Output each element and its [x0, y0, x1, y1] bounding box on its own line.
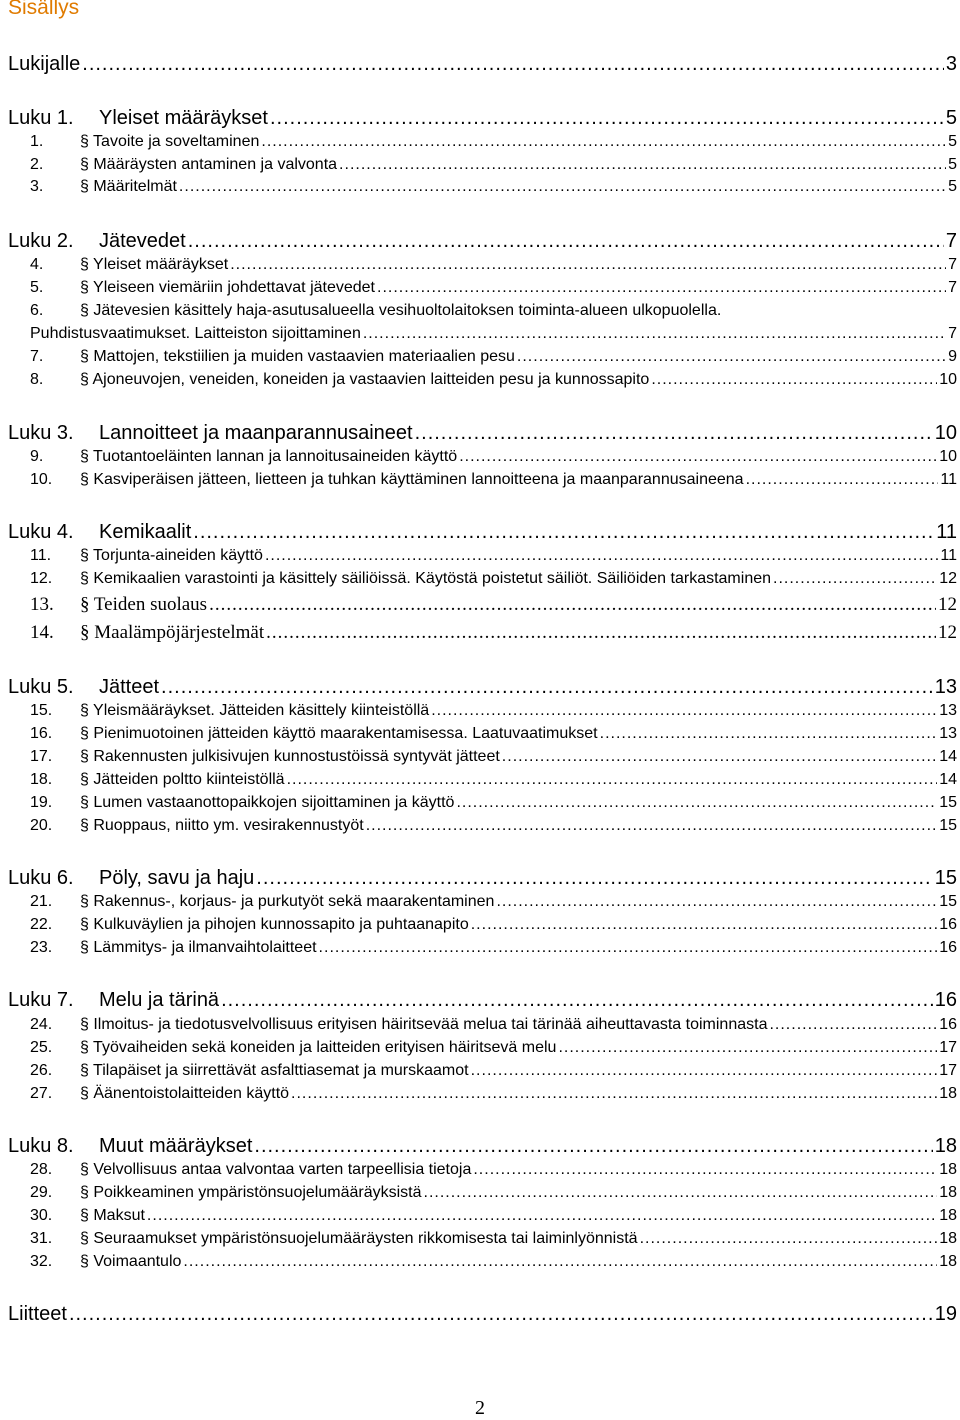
toc-section-28[interactable] — [30, 1161, 957, 1179]
toc-entry-page: 12 — [938, 594, 957, 615]
page-number: 2 — [475, 1397, 485, 1419]
toc-section-25[interactable] — [30, 1039, 957, 1057]
toc-leader-dots — [265, 547, 938, 565]
toc-section-number: 22. — [30, 916, 53, 933]
toc-entry-page: 18 — [939, 1230, 957, 1247]
toc-entry-text: Puhdistusvaatimukset. Laitteiston sijoittaminen — [30, 325, 361, 342]
toc-entry-page: 10 — [939, 448, 957, 465]
toc-section-31[interactable] — [30, 1230, 957, 1248]
toc-entry-text: § Yleiset määräykset — [80, 256, 229, 273]
toc-chapter-7[interactable] — [8, 989, 957, 1012]
toc-entry-page: 5 — [945, 107, 957, 129]
toc-leader-dots — [431, 702, 937, 720]
toc-leader-dots — [459, 448, 937, 466]
toc-entry-page: 15 — [939, 817, 957, 834]
toc-chapter-number: Luku 2. — [8, 230, 74, 252]
toc-entry-text: § Äänentoistolaitteiden käyttö — [80, 1085, 290, 1102]
toc-section-number: 20. — [30, 817, 53, 834]
toc-entry-text: § Määräysten antaminen ja valvonta — [80, 156, 338, 173]
toc-leader-dots — [256, 867, 932, 890]
toc-entry-page: 10 — [934, 422, 957, 444]
toc-chapter-number: Luku 1. — [8, 107, 74, 129]
toc-entry-page: 16 — [939, 1016, 957, 1033]
toc-entry-page: 11 — [940, 547, 957, 564]
toc-entry-page: 7 — [948, 256, 957, 273]
toc-section-number: 3. — [30, 178, 44, 195]
toc-leader-dots — [600, 725, 938, 743]
toc-leader-dots — [193, 521, 934, 544]
toc-entry-text: § Jätteiden poltto kiinteistöllä — [80, 771, 285, 788]
toc-entry-page: 16 — [939, 916, 957, 933]
toc-leader-dots — [517, 348, 946, 366]
toc-entry-text: § Maksut — [80, 1207, 145, 1224]
toc-entry-text: § Teiden suolaus — [80, 594, 208, 615]
toc-entry-page: 17 — [939, 1039, 957, 1056]
toc-entry-page: 18 — [939, 1207, 957, 1224]
toc-entry-text: Lannoitteet ja maanparannusaineet — [99, 422, 413, 444]
toc-leader-dots — [261, 133, 946, 151]
toc-chapter-6[interactable] — [8, 867, 957, 890]
toc-section-6-continuation[interactable] — [30, 325, 957, 343]
toc-leader-dots — [230, 256, 946, 274]
toc-section-19[interactable] — [30, 794, 957, 812]
toc-entry-page: 18 — [939, 1184, 957, 1201]
toc-entry-text: § Pienimuotoinen jätteiden käyttö maarakentamisessa. Laatuvaatimukset — [80, 725, 598, 742]
toc-leader-dots — [147, 1207, 937, 1225]
toc-leader-dots — [82, 53, 944, 76]
toc-section-24[interactable] — [30, 1016, 957, 1034]
toc-entry-text: § Velvollisuus antaa valvontaa varten tarpeellisia tietoja — [80, 1161, 472, 1178]
toc-leader-dots — [69, 1303, 933, 1326]
toc-section-number: 8. — [30, 371, 44, 388]
toc-entry-page: 15 — [939, 893, 957, 910]
toc-chapter-5[interactable] — [8, 676, 957, 699]
page-title: Sisällys — [8, 0, 80, 19]
toc-section-number: 9. — [30, 448, 44, 465]
toc-entry-text: § Kemikaalien varastointi ja käsittely säiliöissä. Käytöstä poistetut säiliöt. Säiliöiden tarkastaminen — [80, 570, 772, 587]
toc-section-1[interactable] — [30, 133, 957, 151]
toc-leader-dots — [266, 622, 936, 644]
toc-entry-text: Kemikaalit — [99, 521, 192, 543]
toc-leader-dots — [746, 471, 939, 489]
toc-section-32[interactable] — [30, 1253, 957, 1271]
toc-leader-dots — [471, 916, 937, 934]
toc-section-number: 5. — [30, 279, 44, 296]
toc-entry-page: 14 — [939, 771, 957, 788]
toc-entry-text: § Jätevesien käsittely haja-asutusalueella vesihuoltolaitoksen toiminta-alueen ulkopuolella. — [80, 302, 722, 319]
toc-entry-page: 11 — [940, 471, 957, 488]
toc-leader-dots — [363, 325, 946, 343]
toc-entry-text: § Lumen vastaanottopaikkojen sijoittaminen ja käyttö — [80, 794, 455, 811]
toc-entry-page: 15 — [934, 867, 957, 889]
toc-entry-page: 17 — [939, 1062, 957, 1079]
toc-leader-dots — [502, 748, 937, 766]
toc-section-number: 15. — [30, 702, 53, 719]
toc-leader-dots — [270, 107, 944, 130]
toc-entry-text: § Torjunta-aineiden käyttö — [80, 547, 263, 564]
toc-section-number: 17. — [30, 748, 53, 765]
toc-entry-text: § Poikkeaminen ympäristönsuojelumääräyksistä — [80, 1184, 422, 1201]
toc-section-number: 27. — [30, 1085, 53, 1102]
toc-leader-dots — [558, 1039, 937, 1057]
toc-leader-dots — [179, 178, 946, 196]
toc-leader-dots — [456, 794, 937, 812]
toc-section-26[interactable] — [30, 1062, 957, 1080]
toc-entry-page: 5 — [948, 156, 957, 173]
toc-entry-text: § Rakennus-, korjaus- ja purkutyöt sekä maarakentaminen — [80, 893, 495, 910]
toc-leader-dots — [161, 676, 933, 699]
toc-entry-page: 12 — [939, 570, 957, 587]
toc-section-23[interactable] — [30, 939, 957, 957]
toc-section-11[interactable] — [30, 547, 957, 565]
toc-leader-dots — [209, 594, 936, 616]
toc-entry-text: Muut määräykset — [99, 1135, 253, 1157]
toc-section-22[interactable] — [30, 916, 957, 934]
toc-entry-page: 13 — [934, 676, 957, 698]
toc-leader-dots — [424, 1184, 938, 1202]
toc-entry-page: 18 — [939, 1161, 957, 1178]
toc-entry-text: § Tilapäiset ja siirrettävät asfalttiasemat ja murskaamot — [80, 1062, 469, 1079]
toc-entry-page: 7 — [948, 325, 957, 342]
toc-chapter-number: Luku 7. — [8, 989, 74, 1011]
toc-entry-page: 10 — [939, 371, 957, 388]
toc-entry-text: § Voimaantulo — [80, 1253, 182, 1270]
toc-entry-liitteet[interactable] — [8, 1303, 957, 1326]
toc-chapter-2[interactable] — [8, 230, 957, 253]
toc-leader-dots — [221, 989, 933, 1012]
toc-section-number: 2. — [30, 156, 44, 173]
toc-entry-text: § Seuraamukset ympäristönsuojelumääräysten rikkomisesta tai laiminlyönnistä — [80, 1230, 638, 1247]
toc-leader-dots — [377, 279, 946, 297]
toc-entry-text: § Mattojen, tekstiilien ja muiden vastaavien materiaalien pesu — [80, 348, 515, 365]
toc-section-27[interactable] — [30, 1085, 957, 1103]
toc-entry-text: Liitteet — [8, 1303, 67, 1325]
toc-entry-page: 18 — [939, 1253, 957, 1270]
toc-section-29[interactable] — [30, 1184, 957, 1202]
toc-chapter-number: Luku 5. — [8, 676, 74, 698]
toc-section-number: 16. — [30, 725, 53, 742]
toc-chapter-8[interactable] — [8, 1135, 957, 1158]
toc-entry-text: § Ruoppaus, niitto ym. vesirakennustyöt — [80, 817, 364, 834]
toc-section-30[interactable] — [30, 1207, 957, 1225]
toc-section-2[interactable] — [30, 156, 957, 174]
toc-section-number: 10. — [30, 471, 53, 488]
toc-entry-page: 19 — [934, 1303, 957, 1325]
toc-entry-text: Jätevedet — [99, 230, 186, 252]
toc-entry-page: 15 — [939, 794, 957, 811]
toc-leader-dots — [319, 939, 938, 957]
toc-section-3[interactable] — [30, 178, 957, 196]
toc-leader-dots — [287, 771, 938, 789]
toc-entry-text: Yleiset määräykset — [99, 107, 268, 129]
toc-entry-page: 14 — [939, 748, 957, 765]
toc-entry-text: § Ilmoitus- ja tiedotusvelvollisuus erityisen häiritsevää melua tai tärinää aiheuttavasta toiminnasta — [80, 1016, 768, 1033]
toc-section-number: 12. — [30, 570, 53, 587]
toc-section-number: 18. — [30, 771, 53, 788]
toc-leader-dots — [254, 1135, 932, 1158]
toc-entry-page: 18 — [934, 1135, 957, 1157]
toc-section-number: 13. — [30, 594, 54, 615]
toc-entry-page: 13 — [939, 725, 957, 742]
toc-entry-text: Melu ja tärinä — [99, 989, 220, 1011]
toc-leader-dots — [339, 156, 946, 174]
toc-section-number: 30. — [30, 1207, 53, 1224]
toc-section-number: 31. — [30, 1230, 53, 1247]
toc-section-16[interactable] — [30, 725, 957, 743]
toc-entry-text: § Kulkuväylien ja pihojen kunnossapito ja puhtaanapito — [80, 916, 469, 933]
toc-section-number: 24. — [30, 1016, 53, 1033]
toc-section-number: 19. — [30, 794, 53, 811]
toc-entry-text: § Maalämpöjärjestelmät — [80, 622, 265, 643]
toc-section-number: 1. — [30, 133, 44, 150]
toc-section-number: 29. — [30, 1184, 53, 1201]
toc-leader-dots — [291, 1085, 937, 1103]
toc-chapter-1[interactable] — [8, 107, 957, 130]
toc-chapter-number: Luku 4. — [8, 521, 74, 543]
toc-section-number: 11. — [30, 547, 52, 564]
toc-entry-text: § Tuotantoeläinten lannan ja lannoitusaineiden käyttö — [80, 448, 458, 465]
toc-section-18[interactable] — [30, 771, 957, 789]
toc-entry-page: 16 — [934, 989, 957, 1011]
toc-section-12[interactable] — [30, 570, 957, 588]
toc-section-13[interactable] — [30, 594, 957, 616]
toc-section-number: 28. — [30, 1161, 53, 1178]
toc-section-5[interactable] — [30, 279, 957, 297]
toc-entry-text: § Rakennusten julkisivujen kunnostustöissä syntyvät jätteet — [80, 748, 500, 765]
toc-section-number: 7. — [30, 348, 44, 365]
toc-entry-page: 7 — [945, 230, 957, 252]
toc-section-20[interactable] — [30, 817, 957, 835]
toc-chapter-3[interactable] — [8, 422, 957, 445]
toc-section-21[interactable] — [30, 893, 957, 911]
toc-section-14[interactable] — [30, 622, 957, 644]
toc-chapter-4[interactable] — [8, 521, 957, 544]
toc-entry-page: 16 — [939, 939, 957, 956]
toc-section-number: 26. — [30, 1062, 53, 1079]
toc-entry-text: § Kasviperäisen jätteen, lietteen ja tuhkan käyttäminen lannoitteena ja maanparannusaineena — [80, 471, 744, 488]
toc-leader-dots — [471, 1062, 938, 1080]
toc-section-number: 14. — [30, 622, 54, 643]
toc-leader-dots — [473, 1161, 937, 1179]
toc-section-number: 23. — [30, 939, 53, 956]
toc-leader-dots — [415, 422, 933, 445]
toc-entry-page: 7 — [948, 279, 957, 296]
toc-entry-text: § Ajoneuvojen, veneiden, koneiden ja vastaavien laitteiden pesu ja kunnossapito — [80, 371, 650, 388]
toc-entry-page: 18 — [939, 1085, 957, 1102]
toc-section-9[interactable] — [30, 448, 957, 466]
toc-entry-text: § Lämmitys- ja ilmanvaihtolaitteet — [80, 939, 317, 956]
toc-leader-dots — [366, 817, 938, 835]
toc-leader-dots — [769, 1016, 937, 1034]
toc-leader-dots — [651, 371, 937, 389]
toc-entry-text: § Määritelmät — [80, 178, 177, 195]
toc-section-number: 32. — [30, 1253, 53, 1270]
toc-entry-page: 5 — [948, 133, 957, 150]
toc-section-15[interactable] — [30, 702, 957, 720]
toc-entry-page: 3 — [945, 53, 957, 75]
toc-section-number: 6. — [30, 302, 44, 319]
toc-leader-dots — [773, 570, 937, 588]
toc-entry-text: Jätteet — [99, 676, 160, 698]
toc-entry-page: 12 — [938, 622, 957, 643]
toc-entry-text: Pöly, savu ja haju — [99, 867, 255, 889]
toc-entry-text: § Yleiseen viemäriin johdettavat jätevedet — [80, 279, 375, 296]
toc-section-7[interactable] — [30, 348, 957, 366]
toc-chapter-number: Luku 8. — [8, 1135, 74, 1157]
toc-entry-text: § Yleismääräykset. Jätteiden käsittely kiinteistöllä — [80, 702, 430, 719]
toc-entry-lukijalle[interactable] — [8, 53, 957, 76]
toc-section-8[interactable] — [30, 371, 957, 389]
toc-chapter-number: Luku 3. — [8, 422, 74, 444]
toc-section-6[interactable] — [30, 302, 957, 320]
toc-entry-text: Lukijalle — [8, 53, 81, 75]
toc-section-number: 21. — [30, 893, 53, 910]
toc-entry-page: 11 — [936, 521, 957, 543]
toc-entry-page: 13 — [939, 702, 957, 719]
toc-section-number: 4. — [30, 256, 44, 273]
toc-leader-dots — [496, 893, 937, 911]
toc-leader-dots — [188, 230, 944, 253]
toc-section-10[interactable] — [30, 471, 957, 489]
toc-entry-page: 5 — [948, 178, 957, 195]
toc-chapter-number: Luku 6. — [8, 867, 74, 889]
toc-leader-dots — [640, 1230, 938, 1248]
toc-entry-text: § Tavoite ja soveltaminen — [80, 133, 260, 150]
toc-entry-text: § Työvaiheiden sekä koneiden ja laitteiden erityisen häiritsevä melu — [80, 1039, 557, 1056]
toc-leader-dots — [183, 1253, 937, 1271]
toc-section-17[interactable] — [30, 748, 957, 766]
toc-section-4[interactable] — [30, 256, 957, 274]
toc-entry-page: 9 — [948, 348, 957, 365]
toc-section-number: 25. — [30, 1039, 53, 1056]
